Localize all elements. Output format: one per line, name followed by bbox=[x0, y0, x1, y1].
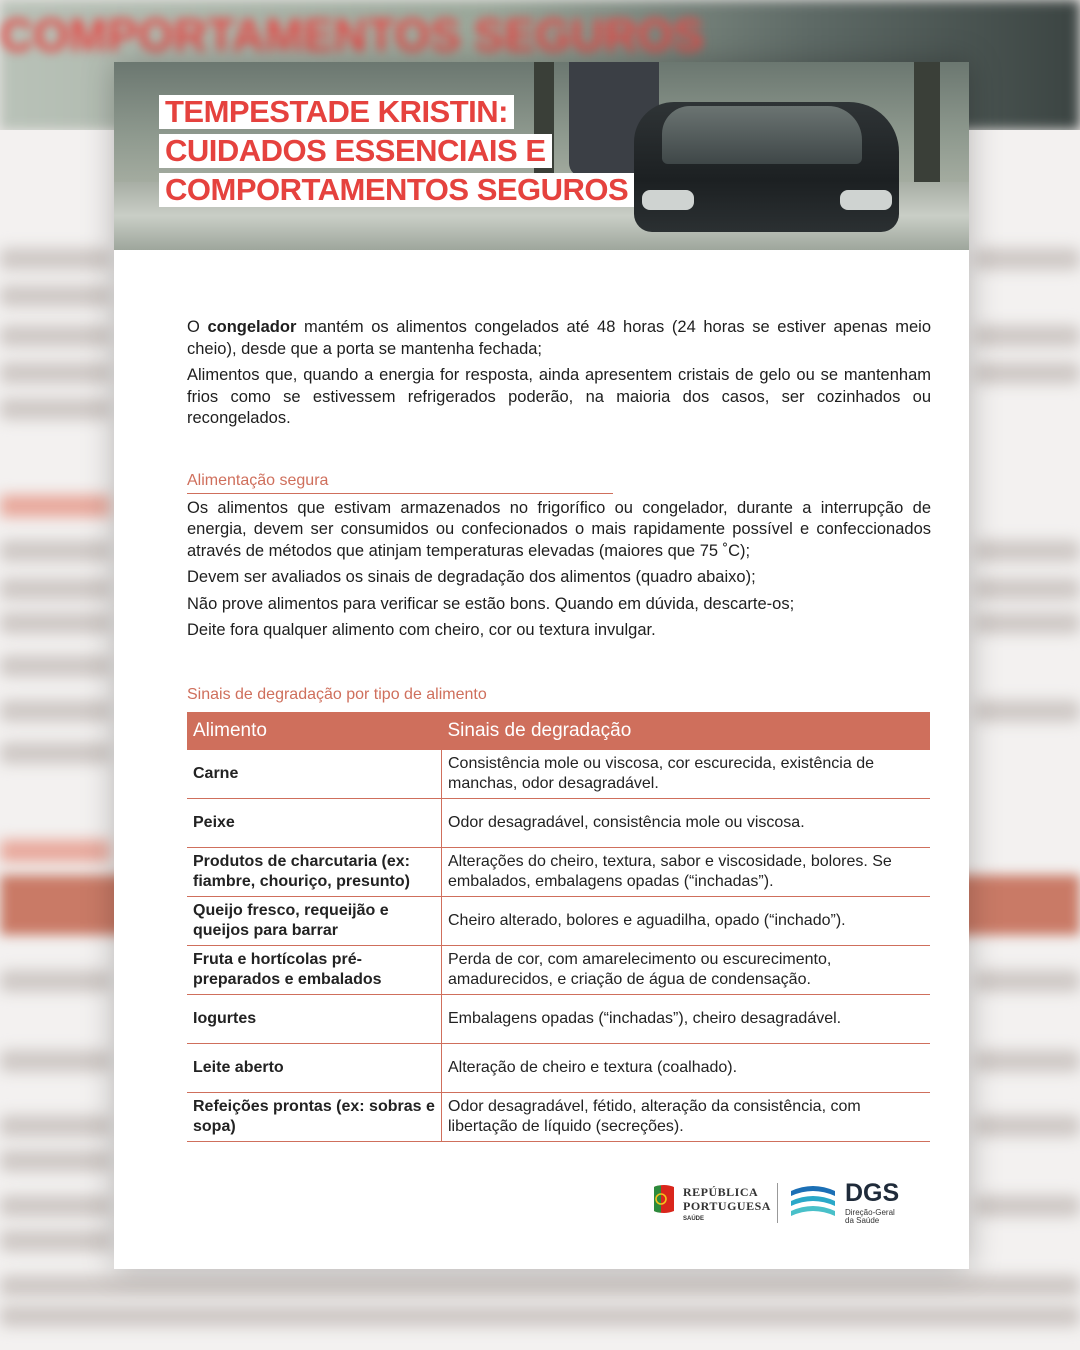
background-text bbox=[0, 1150, 110, 1172]
safe-food-item: Deite fora qualquer alimento com cheiro, cor ou textura invulgar. bbox=[187, 621, 656, 639]
background-text bbox=[975, 970, 1080, 992]
background-text bbox=[975, 700, 1080, 722]
intro-section bbox=[187, 317, 931, 435]
background-text bbox=[0, 362, 110, 384]
safe-food-item: Devem ser avaliados os sinais de degradação dos alimentos (quadro abaixo); bbox=[187, 568, 756, 586]
food-name: Carne bbox=[187, 750, 442, 799]
background-text bbox=[975, 612, 1080, 634]
background-text bbox=[0, 578, 110, 600]
table-row bbox=[187, 897, 930, 946]
intro-paragraph-1 bbox=[187, 317, 931, 360]
background-text bbox=[975, 1050, 1080, 1072]
food-name: Fruta e hortícolas pré-preparados e embalados bbox=[187, 946, 442, 995]
background-text bbox=[0, 248, 110, 270]
title-line-2: CUIDADOS ESSENCIAIS E bbox=[159, 134, 552, 168]
background-text bbox=[0, 742, 110, 764]
degradation-table bbox=[187, 712, 930, 1142]
food-name: Queijo fresco, requeijão e queijos para barrar bbox=[187, 897, 442, 946]
background-text bbox=[0, 1305, 1080, 1327]
food-signs: Perda de cor, com amarelecimento ou escurecimento, amadurecidos, e criação de água de condensação. bbox=[442, 946, 931, 995]
background-section bbox=[0, 495, 110, 517]
dgs-logo-icon bbox=[787, 1181, 839, 1225]
dgs-subtitle: da Saúde bbox=[845, 1216, 880, 1225]
background-text bbox=[0, 285, 110, 307]
background-text bbox=[0, 325, 110, 347]
dgs-subtitle: Direção-Geral bbox=[845, 1208, 895, 1217]
section-title-safe-food: Alimentação segura bbox=[187, 470, 613, 494]
safe-food-item: Não prove alimentos para verificar se estão bons. Quando em dúvida, descarte-os; bbox=[187, 594, 795, 613]
background-text bbox=[0, 1050, 110, 1072]
background-text bbox=[0, 700, 110, 722]
document-card bbox=[114, 62, 969, 1269]
table-row bbox=[187, 1093, 930, 1142]
section-title-degradation: Sinais de degradação por tipo de alimento bbox=[187, 686, 487, 703]
background-text bbox=[975, 578, 1080, 600]
table-row bbox=[187, 848, 930, 897]
background-text bbox=[975, 1115, 1080, 1137]
car-headlight bbox=[642, 190, 694, 210]
intro-paragraph-2: Alimentos que, quando a energia for resposta, ainda apresentem cristais de gelo ou se mantenham frios como se estivessem refrigerados poderão, na maioria dos casos, ser cozinhados ou recongelados. bbox=[187, 366, 931, 427]
portuguesa-text: PORTUGUESA bbox=[683, 1199, 771, 1213]
background-text bbox=[975, 362, 1080, 384]
flooded-car-banner bbox=[114, 62, 969, 250]
food-name: Iogurtes bbox=[187, 995, 442, 1044]
food-name: Leite aberto bbox=[187, 1044, 442, 1093]
food-name: Produtos de charcutaria (ex: fiambre, chouriço, presunto) bbox=[187, 848, 442, 897]
background-text bbox=[0, 1275, 1080, 1297]
safe-food-item: Os alimentos que estivam armazenados no frigorífico ou congelador, durante a interrupção de energia, devem ser consumidos ou confecionados o mais rapidamente possível e confeccionados através de métodos que atinjam temperaturas elevadas (maiores que 75 ˚C); bbox=[187, 498, 931, 560]
title-line-3: COMPORTAMENTOS SEGUROS bbox=[159, 173, 634, 207]
table-row bbox=[187, 750, 930, 799]
background-text bbox=[0, 398, 110, 420]
safe-food-section bbox=[187, 470, 931, 647]
dgs-wordmark: DGS bbox=[845, 1179, 900, 1207]
table-row bbox=[187, 995, 930, 1044]
tree-trunk bbox=[914, 62, 940, 192]
food-signs: Odor desagradável, fétido, alteração da consistência, com libertação de líquido (secreções). bbox=[442, 1093, 931, 1142]
background-title: COMPORTAMENTOS SEGUROS bbox=[0, 9, 704, 61]
table-row bbox=[187, 1044, 930, 1093]
food-signs: Cheiro alterado, bolores e aguadilha, opado (“inchado”). bbox=[442, 897, 931, 946]
logo-divider bbox=[777, 1183, 778, 1223]
footer-logos bbox=[652, 1179, 932, 1229]
car-windshield bbox=[662, 106, 862, 164]
republica-text: REPÚBLICA bbox=[683, 1185, 759, 1199]
background-text bbox=[0, 540, 110, 562]
food-name: Refeições prontas (ex: sobras e sopa) bbox=[187, 1093, 442, 1142]
food-name: Peixe bbox=[187, 799, 442, 848]
table-header-row bbox=[187, 712, 930, 750]
table-row bbox=[187, 799, 930, 848]
background-text bbox=[0, 612, 110, 634]
food-signs: Alteração de cheiro e textura (coalhado). bbox=[442, 1044, 931, 1093]
food-signs: Consistência mole ou viscosa, cor escurecida, existência de manchas, odor desagradável. bbox=[442, 750, 931, 799]
column-header-food: Alimento bbox=[187, 712, 442, 750]
table-row bbox=[187, 946, 930, 995]
background-text bbox=[0, 655, 110, 677]
intro-text: mantém os alimentos congelados até 48 horas (24 horas se estiver apenas meio cheio), desde que a porta se mantenha fechada; bbox=[187, 318, 932, 358]
column-header-signs: Sinais de degradação bbox=[442, 712, 931, 750]
background-text bbox=[975, 325, 1080, 347]
saude-text: SAÚDE bbox=[683, 1216, 705, 1222]
background-text bbox=[975, 1195, 1080, 1217]
food-signs: Alterações do cheiro, textura, sabor e viscosidade, bolores. Se embalados, embalagens opadas (“inchadas”). bbox=[442, 848, 931, 897]
car-headlight bbox=[840, 190, 892, 210]
background-text bbox=[0, 1115, 110, 1137]
food-signs: Odor desagradável, consistência mole ou viscosa. bbox=[442, 799, 931, 848]
background-text bbox=[975, 540, 1080, 562]
title-line-1: TEMPESTADE KRISTIN: bbox=[159, 95, 514, 129]
background-text bbox=[975, 248, 1080, 270]
background-text bbox=[0, 1195, 110, 1217]
background-section bbox=[0, 840, 110, 862]
intro-text: O bbox=[187, 318, 208, 336]
intro-bold-term: congelador bbox=[207, 318, 297, 336]
food-signs: Embalagens opadas (“inchadas”), cheiro desagradável. bbox=[442, 995, 931, 1044]
background-text bbox=[0, 1230, 110, 1252]
portugal-flag-icon bbox=[652, 1183, 676, 1215]
background-text bbox=[0, 970, 110, 992]
